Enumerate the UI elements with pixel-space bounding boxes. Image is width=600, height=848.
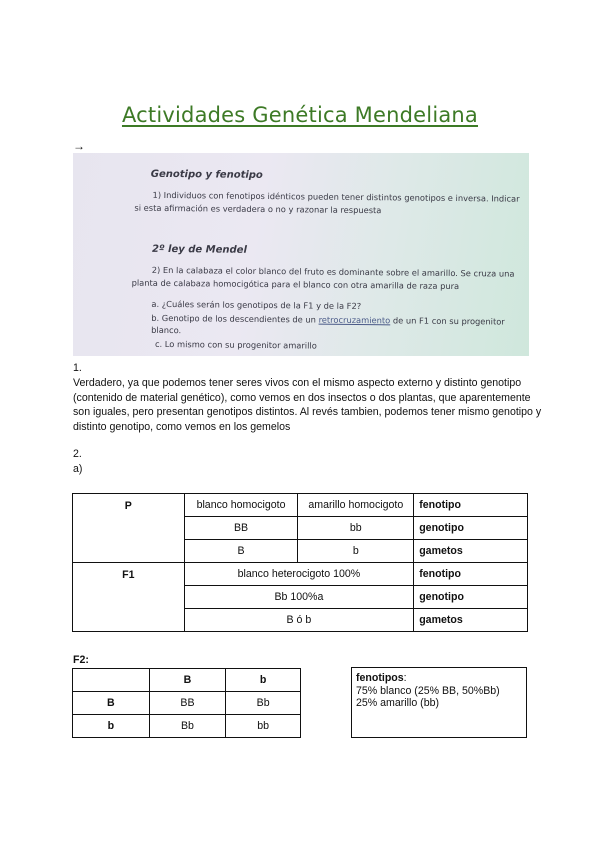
photo-q2-b-link: retrocruzamiento (318, 314, 391, 326)
fenotipos-heading: fenotipos (356, 672, 404, 684)
photo-heading-genotipo: Genotipo y fenotipo (150, 168, 263, 181)
arrow-mark: → (73, 139, 85, 153)
table-row (73, 692, 301, 715)
answer2-number: 2. (73, 448, 82, 460)
f1-gametos: B ó b (184, 609, 414, 632)
p-geno1: BB (184, 517, 298, 540)
f2-label: F2: (73, 654, 89, 666)
p-geno2: bb (298, 517, 414, 540)
punnett-cell: Bb (226, 692, 301, 715)
punnett-cell: BB (149, 692, 226, 715)
photo-q1-line1: 1) Individuos con fenotipos idénticos pueden tener distintos genotipos e inversa. Indicar (152, 189, 520, 204)
photo-q2-line2: planta de calabaza homocigótica para el blanco con otra amarilla de raza pura (131, 277, 460, 292)
photo-q2-line1: 2) En la calabaza el color blanco del fruto es dominante sobre el amarillo. Se cruza una (151, 264, 515, 279)
row-label-gametos-f1: gametos (414, 609, 528, 632)
f1-fenotipo: blanco heterocigoto 100% (184, 563, 414, 586)
photo-q2-b-post: de un F1 con su progenitor (390, 315, 505, 327)
table-row (73, 715, 301, 738)
answer1-number: 1. (73, 362, 82, 374)
photo-q1-line2: si esta afirmación es verdadera o no y razonar la respuesta (134, 202, 382, 216)
f1-label: F1 (73, 563, 185, 632)
cross-table (72, 493, 528, 632)
page-title: Actividades Genética Mendeliana (121, 103, 479, 127)
p-label: P (73, 494, 185, 563)
row-label-fenotipo: fenotipo (414, 494, 528, 517)
row-label-gametos: gametos (414, 540, 528, 563)
fenotipos-line2: 25% amarillo (bb) (356, 697, 440, 709)
punnett-cell: bb (226, 715, 301, 738)
answer2-part-a: a) (73, 463, 83, 475)
photo-q2-a: a. ¿Cuáles serán los genotipos de la F1 y de la F2? (151, 298, 362, 312)
photo-q2-b-pre: b. Genotipo de los descendientes de un (151, 312, 319, 325)
fenotipos-heading-line (356, 672, 522, 685)
punnett-table (72, 668, 301, 738)
row-label-genotipo: genotipo (414, 517, 528, 540)
table-row (73, 494, 528, 517)
punnett-row-header: b (73, 715, 150, 738)
photo-q2-b (151, 313, 505, 327)
photo-heading-ley: 2º ley de Mendel (151, 243, 247, 256)
p-parent1: blanco homocigoto (184, 494, 298, 517)
answer1-text: Verdadero, ya que podemos tener seres vivos con el mismo aspecto externo y distinto genotipo (contenido de material genético), como vemos en dos insectos o dos plantas, que aparentemente son iguales, pero presentan genotipos distintos. Al revés tambien, podemos tener mismo genotipo y distinto genotipo, como vemos en los gemelos (73, 377, 542, 433)
fenotipos-box (351, 667, 527, 738)
p-gam1: B (184, 540, 298, 563)
exercise-photo (73, 153, 529, 356)
punnett-corner (73, 669, 150, 692)
p-parent2: amarillo homocigoto (298, 494, 414, 517)
row-label-fenotipo-f1: fenotipo (414, 563, 528, 586)
fenotipos-colon: : (403, 672, 407, 684)
punnett-cell: Bb (149, 715, 226, 738)
table-row (73, 669, 301, 692)
punnett-col-header: B (149, 669, 226, 692)
fenotipos-line1: 75% blanco (25% BB, 50%Bb) (356, 684, 500, 697)
photo-q2-b-line2: blanco. (151, 324, 182, 336)
row-label-genotipo-f1: genotipo (414, 586, 528, 609)
table-row (73, 563, 528, 586)
punnett-row-header: B (73, 692, 150, 715)
f1-genotipo: Bb 100%a (184, 586, 414, 609)
punnett-col-header: b (226, 669, 301, 692)
photo-q2-c: c. Lo mismo con su progenitor amarillo (154, 338, 317, 351)
p-gam2: b (298, 540, 414, 563)
